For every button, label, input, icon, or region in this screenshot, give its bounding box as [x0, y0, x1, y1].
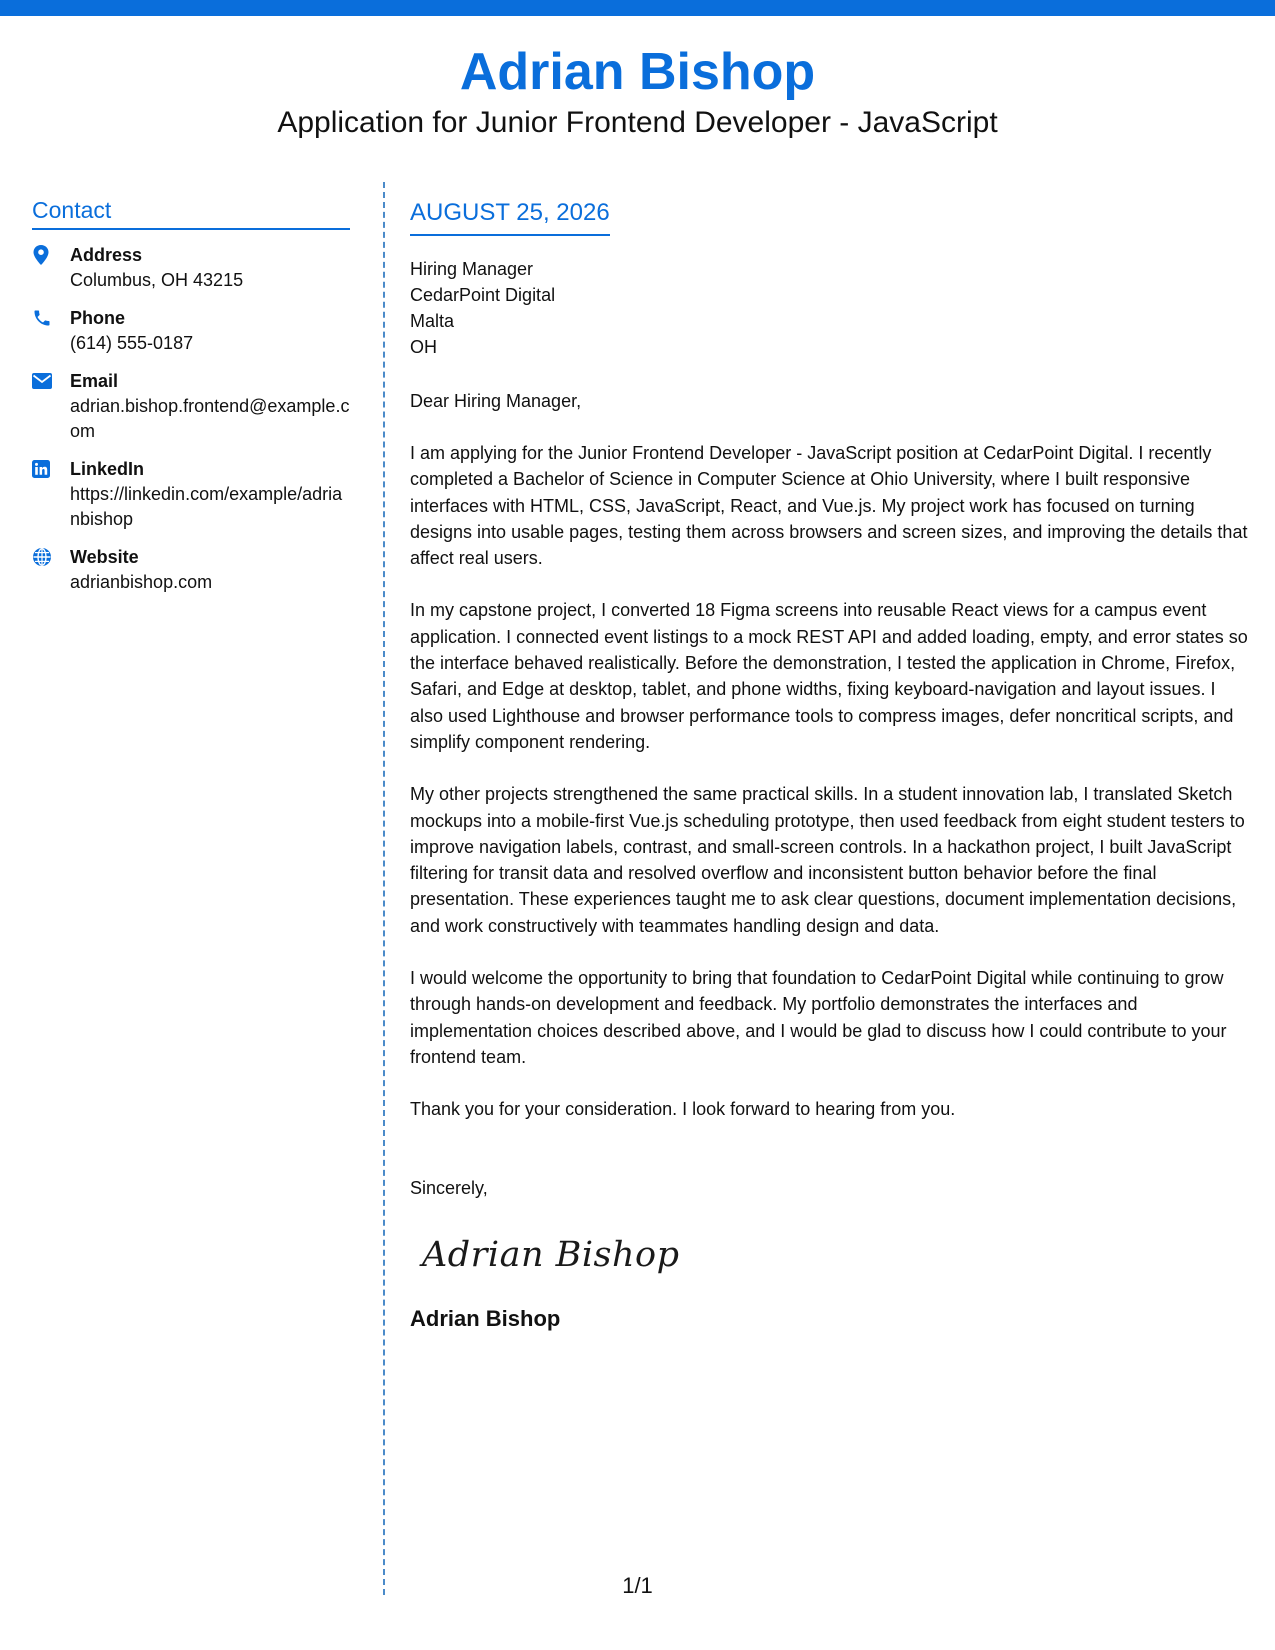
recipient-line: Malta — [410, 311, 455, 331]
contact-phone — [32, 305, 350, 356]
contact-value[interactable]: adrianbishop.com — [70, 572, 213, 592]
body-paragraph: I would welcome the opportunity to bring that foundation to CedarPoint Digital while continuing to grow through hands-on development and feedback. My portfolio demonstrates the interfaces and implementation choices described above, and I would be glad to discuss how I could contribute to your frontend team. — [410, 968, 1227, 1067]
contact-heading: Contact — [32, 196, 350, 230]
application-subtitle: Application for Junior Frontend Developer - JavaScript — [277, 106, 998, 139]
contact-address — [32, 242, 350, 293]
globe-icon — [32, 544, 70, 569]
contact-linkedin — [32, 456, 350, 532]
handwritten-signature: Adrian Bishop — [422, 1234, 680, 1275]
applicant-name: Adrian Bishop — [459, 43, 816, 101]
letter-body — [410, 198, 1252, 1333]
contact-sidebar — [32, 196, 350, 607]
closing: Sincerely, — [410, 1177, 488, 1198]
contact-label: LinkedIn — [70, 459, 145, 479]
contact-value[interactable]: adrian.bishop.frontend@example.com — [70, 396, 350, 441]
contact-label: Address — [70, 245, 143, 265]
contact-value: Columbus, OH 43215 — [70, 270, 244, 290]
top-accent-bar — [0, 0, 1275, 16]
contact-label: Email — [70, 371, 119, 391]
body-paragraph: My other projects strengthened the same practical skills. In a student innovation lab, I translated Sketch mockups into a mobile-first Vue.js scheduling prototype, then used feedback from eight student testers to improve navigation labels, contrast, and small-screen controls. In a hackathon project, I built JavaScript filtering for transit data and resolved overflow and inconsistent button behavior before the final presentation. These experiences taught me to ask clear questions, document implementation decisions, and work constructively with teammates handling design and data. — [410, 784, 1245, 936]
envelope-icon — [32, 368, 70, 393]
phone-icon — [32, 305, 70, 330]
contact-value: (614) 555-0187 — [70, 333, 194, 353]
linkedin-icon — [32, 456, 70, 481]
contact-label: Phone — [70, 308, 126, 328]
contact-label: Website — [70, 547, 139, 567]
letter-date: AUGUST 25, 2026 — [410, 198, 610, 236]
contact-value[interactable]: https://linkedin.com/example/adrianbishop — [70, 484, 343, 529]
recipient-line: Hiring Manager — [410, 259, 534, 279]
recipient-line: OH — [410, 337, 437, 357]
column-divider — [383, 182, 385, 1595]
body-paragraph: In my capstone project, I converted 18 Figma screens into reusable React views for a campus event application. I connected event listings to a mock REST API and added loading, empty, and error states so the interface behaved realistically. Before the demonstration, I tested the application in Chrome, Firefox, Safari, and Edge at desktop, tablet, and phone widths, fixing keyboard-navigation and layout issues. I also used Lighthouse and browser performance tools to compress images, defer noncritical scripts, and simplify component rendering. — [410, 600, 1248, 752]
recipient-block — [410, 256, 1252, 360]
body-paragraph: Thank you for your consideration. I look forward to hearing from you. — [410, 1099, 956, 1120]
body-paragraph: I am applying for the Junior Frontend Developer - JavaScript position at CedarPoint Digital. I recently completed a Bachelor of Science in Computer Science at Ohio University, where I built responsive interfaces with HTML, CSS, JavaScript, React, and Vue.js. My project work has focused on turning designs into usable pages, testing them across browsers and screen sizes, and improving the details that affect real users. — [410, 443, 1248, 569]
page-number: 1/1 — [622, 1573, 653, 1598]
letter-header — [0, 40, 1275, 142]
signer-name: Adrian Bishop — [410, 1305, 561, 1331]
map-pin-icon — [32, 242, 70, 267]
greeting: Dear Hiring Manager, — [410, 391, 582, 411]
recipient-line: CedarPoint Digital — [410, 285, 556, 305]
contact-email — [32, 368, 350, 444]
contact-website — [32, 544, 350, 595]
